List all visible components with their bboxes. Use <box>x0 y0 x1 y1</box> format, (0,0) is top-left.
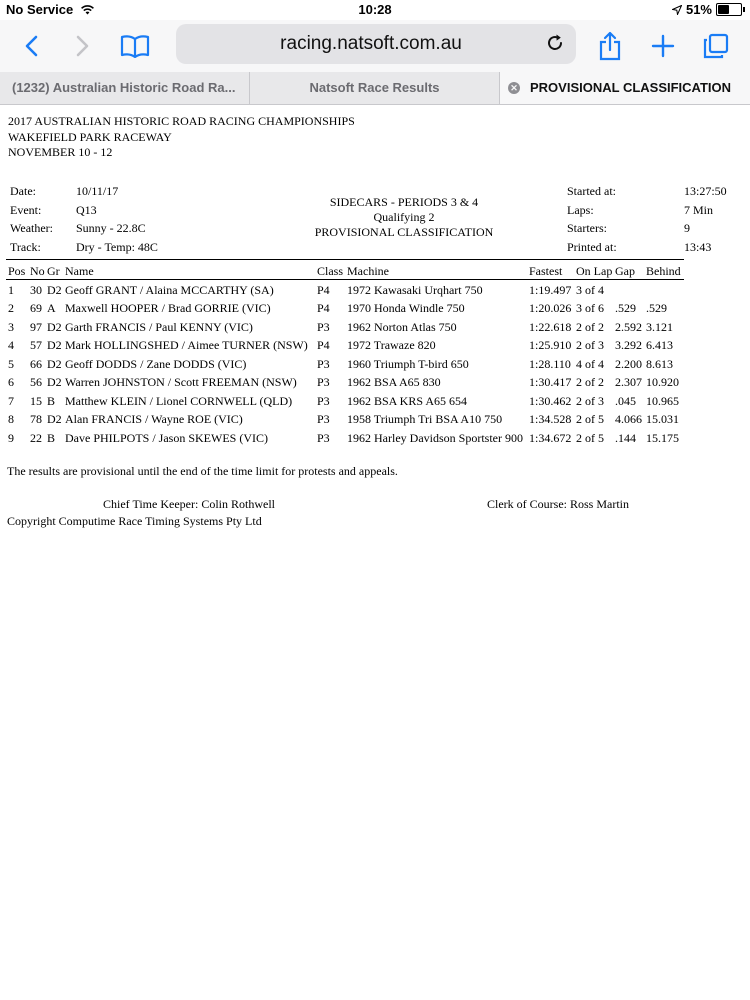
close-tab-icon[interactable]: ✕ <box>508 82 520 94</box>
cell-machine: 1960 Triumph T-bird 650 <box>347 356 469 371</box>
cell-gr: B <box>47 430 56 445</box>
cell-behind: 6.413 <box>646 338 673 352</box>
back-button[interactable] <box>13 28 49 64</box>
session-title-block <box>300 195 508 240</box>
header-name: Name <box>65 264 94 278</box>
cell-pos: 5 <box>8 356 14 371</box>
cell-machine: 1962 BSA A65 830 <box>347 375 441 389</box>
weather-label: Weather: <box>10 221 54 235</box>
venue: WAKEFIELD PARK RACEWAY <box>8 129 172 144</box>
tab-natsoft-results[interactable] <box>250 72 500 104</box>
table-row <box>8 299 688 318</box>
cell-no: 66 <box>30 356 42 371</box>
session-subtitle: Qualifying 2 <box>373 210 435 224</box>
track-row <box>10 238 158 257</box>
session-title: SIDECARS - PERIODS 3 & 4 <box>329 195 479 209</box>
cell-gr: D2 <box>47 319 62 334</box>
date-row <box>10 182 158 201</box>
cell-gap: .144 <box>615 430 636 445</box>
cell-machine: 1972 Kawasaki Urqhart 750 <box>347 282 483 297</box>
cell-on-lap: 4 of 4 <box>576 356 604 371</box>
cell-class: P3 <box>317 356 330 371</box>
session-info-left <box>10 182 158 256</box>
cell-name: Dave PHILPOTS / Jason SKEWES (VIC) <box>65 430 268 445</box>
track-label: Track: <box>10 239 41 254</box>
cell-fastest: 1:28.110 <box>529 356 571 371</box>
started-row <box>567 182 727 201</box>
cell-gap: 4.066 <box>615 412 642 426</box>
cell-machine: 1958 Triumph Tri BSA A10 750 <box>347 412 503 426</box>
cell-gap: 3.292 <box>615 338 642 352</box>
header-gap: Gap <box>615 264 635 278</box>
header-gr: Gr <box>47 264 60 278</box>
cell-gap: 2.592 <box>615 319 642 334</box>
cell-behind: 15.031 <box>646 412 679 426</box>
cell-behind: 10.965 <box>646 393 679 408</box>
weather-row <box>10 219 158 238</box>
printed-label: Printed at: <box>567 239 617 254</box>
tab-australian-historic[interactable] <box>0 72 250 104</box>
battery-icon <box>716 3 742 16</box>
cell-pos: 8 <box>8 412 14 426</box>
cell-on-lap: 2 of 3 <box>576 393 604 408</box>
tabs-button[interactable] <box>698 28 734 64</box>
table-row <box>8 355 688 374</box>
started-value: 13:27:50 <box>684 184 727 198</box>
cell-no: 15 <box>30 393 42 408</box>
table-row <box>8 373 688 392</box>
table-row <box>8 392 688 411</box>
event-row <box>10 201 158 220</box>
clock: 10:28 <box>358 2 392 17</box>
header-behind: Behind <box>646 264 681 278</box>
printed-row <box>567 238 727 257</box>
cell-name: Maxwell HOOPER / Brad GORRIE (VIC) <box>65 301 271 315</box>
tab-label: PROVISIONAL CLASSIFICATION <box>530 80 732 95</box>
cell-no: 22 <box>30 430 42 445</box>
cell-gap: .045 <box>615 393 636 408</box>
carrier-label: No Service <box>6 2 74 17</box>
share-icon <box>598 31 622 61</box>
cell-pos: 7 <box>8 393 14 408</box>
event-label: Event: <box>10 202 42 217</box>
laps-row <box>567 201 727 220</box>
chevron-left-icon <box>24 35 38 57</box>
table-row <box>8 318 688 337</box>
cell-fastest: 1:22.618 <box>529 319 572 334</box>
bookmarks-button[interactable] <box>117 28 153 64</box>
starters-label: Starters: <box>567 221 607 235</box>
table-body <box>8 281 688 448</box>
browser-toolbar <box>0 20 750 72</box>
cell-behind: 8.613 <box>646 356 673 371</box>
cell-gr: D2 <box>47 338 62 352</box>
cell-gr: D2 <box>47 282 62 297</box>
cell-behind: 10.920 <box>646 375 679 389</box>
copyright: Copyright Computime Race Timing Systems Pty Ltd <box>7 514 262 528</box>
classification-title: PROVISIONAL CLASSIFICATION <box>314 225 494 239</box>
cell-behind: 15.175 <box>646 430 679 445</box>
cell-on-lap: 2 of 3 <box>576 338 604 352</box>
cell-behind: .529 <box>646 301 667 315</box>
address-bar[interactable] <box>176 24 576 64</box>
cell-class: P4 <box>317 301 330 315</box>
cell-no: 97 <box>30 319 42 334</box>
cell-fastest: 1:30.417 <box>529 375 572 389</box>
cell-fastest: 1:19.497 <box>529 282 572 297</box>
reload-icon[interactable] <box>544 32 566 54</box>
cell-machine: 1962 Harley Davidson Sportster 900 <box>347 430 523 445</box>
cell-no: 57 <box>30 338 42 352</box>
cell-pos: 9 <box>8 430 14 445</box>
started-label: Started at: <box>567 184 616 198</box>
cell-fastest: 1:20.026 <box>529 301 572 315</box>
cell-gr: D2 <box>47 412 62 426</box>
cell-on-lap: 2 of 2 <box>576 319 604 334</box>
date-value: 10/11/17 <box>76 184 119 198</box>
cell-gr: B <box>47 393 56 408</box>
chevron-right-icon <box>76 35 90 57</box>
cell-no: 56 <box>30 375 42 389</box>
header-machine: Machine <box>347 264 389 278</box>
cell-name: Alan FRANCIS / Wayne ROE (VIC) <box>65 412 243 426</box>
laps-value: 7 Min <box>684 202 714 217</box>
table-row <box>8 336 688 355</box>
event-dates: NOVEMBER 10 - 12 <box>8 145 113 159</box>
championship-header <box>8 114 355 161</box>
cell-on-lap: 2 of 5 <box>576 430 604 445</box>
cell-on-lap: 2 of 5 <box>576 412 604 426</box>
cell-gap: .529 <box>615 301 636 315</box>
cell-gr: A <box>47 301 56 315</box>
new-tab-button[interactable] <box>645 28 681 64</box>
cell-name: Matthew KLEIN / Lionel CORNWELL (QLD) <box>65 393 293 408</box>
header-fastest: Fastest <box>529 264 563 278</box>
tab-bar <box>0 72 750 105</box>
cell-name: Garth FRANCIS / Paul KENNY (VIC) <box>65 319 253 334</box>
cell-pos: 2 <box>8 301 14 315</box>
battery-percent: 51% <box>685 2 712 17</box>
cell-machine: 1962 BSA KRS A65 654 <box>347 393 468 408</box>
session-info-right <box>567 182 727 256</box>
cell-name: Geoff DODDS / Zane DODDS (VIC) <box>65 356 247 371</box>
cell-gap: 2.200 <box>615 356 642 371</box>
starters-value: 9 <box>684 221 690 235</box>
cell-class: P3 <box>317 375 330 389</box>
provisional-note: The results are provisional until the end of the time limit for protests and appeals. <box>7 464 398 478</box>
cell-class: P4 <box>317 282 330 297</box>
header-class: Class <box>317 264 344 278</box>
clerk-of-course: Clerk of Course: Ross Martin <box>487 497 629 511</box>
cell-gr: D2 <box>47 375 62 389</box>
starters-row <box>567 219 727 238</box>
cell-gap: 2.307 <box>615 375 642 389</box>
cell-machine: 1962 Norton Atlas 750 <box>347 319 457 334</box>
table-row <box>8 281 688 300</box>
tabs-icon <box>703 33 729 59</box>
laps-label: Laps: <box>567 202 594 217</box>
table-header <box>8 262 688 281</box>
plus-icon <box>651 34 675 58</box>
header-on-lap: On Lap <box>576 264 613 278</box>
cell-machine: 1972 Trawaze 820 <box>347 338 436 352</box>
results-table <box>8 262 688 447</box>
cell-class: P3 <box>317 393 330 408</box>
cell-class: P3 <box>317 430 330 445</box>
location-arrow-icon <box>672 5 682 15</box>
status-right <box>672 2 742 17</box>
championship-title: 2017 AUSTRALIAN HISTORIC ROAD RACING CHAMPIONSHIPS <box>8 114 355 128</box>
cell-pos: 6 <box>8 375 14 389</box>
cell-gr: D2 <box>47 356 62 371</box>
status-bar <box>0 0 750 20</box>
cell-name: Warren JOHNSTON / Scott FREEMAN (NSW) <box>65 375 297 389</box>
tab-label: (1232) Australian Historic Road Ra... <box>12 80 236 95</box>
cell-fastest: 1:34.528 <box>529 412 572 426</box>
url-text: racing.natsoft.com.au <box>280 33 462 54</box>
printed-value: 13:43 <box>684 239 712 254</box>
date-label: Date: <box>10 184 36 198</box>
cell-behind: 3.121 <box>646 319 673 334</box>
cell-no: 69 <box>30 301 42 315</box>
cell-on-lap: 3 of 6 <box>576 301 604 315</box>
track-value: Dry - Temp: 48C <box>76 239 158 254</box>
event-value: Q13 <box>76 202 97 217</box>
table-top-rule <box>6 259 684 260</box>
book-icon <box>120 34 150 58</box>
cell-on-lap: 2 of 2 <box>576 375 604 389</box>
table-row <box>8 429 688 448</box>
chief-time-keeper: Chief Time Keeper: Colin Rothwell <box>103 497 275 511</box>
cell-pos: 4 <box>8 338 14 352</box>
cell-machine: 1970 Honda Windle 750 <box>347 301 465 315</box>
tab-label: Natsoft Race Results <box>309 80 440 95</box>
cell-class: P3 <box>317 319 330 334</box>
cell-no: 30 <box>30 282 42 297</box>
weather-value: Sunny - 22.8C <box>76 221 146 235</box>
header-no: No <box>30 264 45 278</box>
cell-on-lap: 3 of 4 <box>576 282 604 297</box>
cell-name: Geoff GRANT / Alaina MCCARTHY (SA) <box>65 282 274 297</box>
cell-class: P3 <box>317 412 330 426</box>
cell-class: P4 <box>317 338 330 352</box>
share-button[interactable] <box>592 28 628 64</box>
cell-fastest: 1:34.672 <box>529 430 572 445</box>
cell-pos: 3 <box>8 319 14 334</box>
cell-pos: 1 <box>8 282 14 297</box>
cell-name: Mark HOLLINGSHED / Aimee TURNER (NSW) <box>65 338 308 352</box>
forward-button[interactable] <box>65 28 101 64</box>
cell-fastest: 1:30.462 <box>529 393 572 408</box>
cell-fastest: 1:25.910 <box>529 338 572 352</box>
tab-provisional-classification[interactable] <box>500 72 750 104</box>
table-row <box>8 410 688 429</box>
cell-no: 78 <box>30 412 42 426</box>
header-pos: Pos <box>8 264 26 278</box>
